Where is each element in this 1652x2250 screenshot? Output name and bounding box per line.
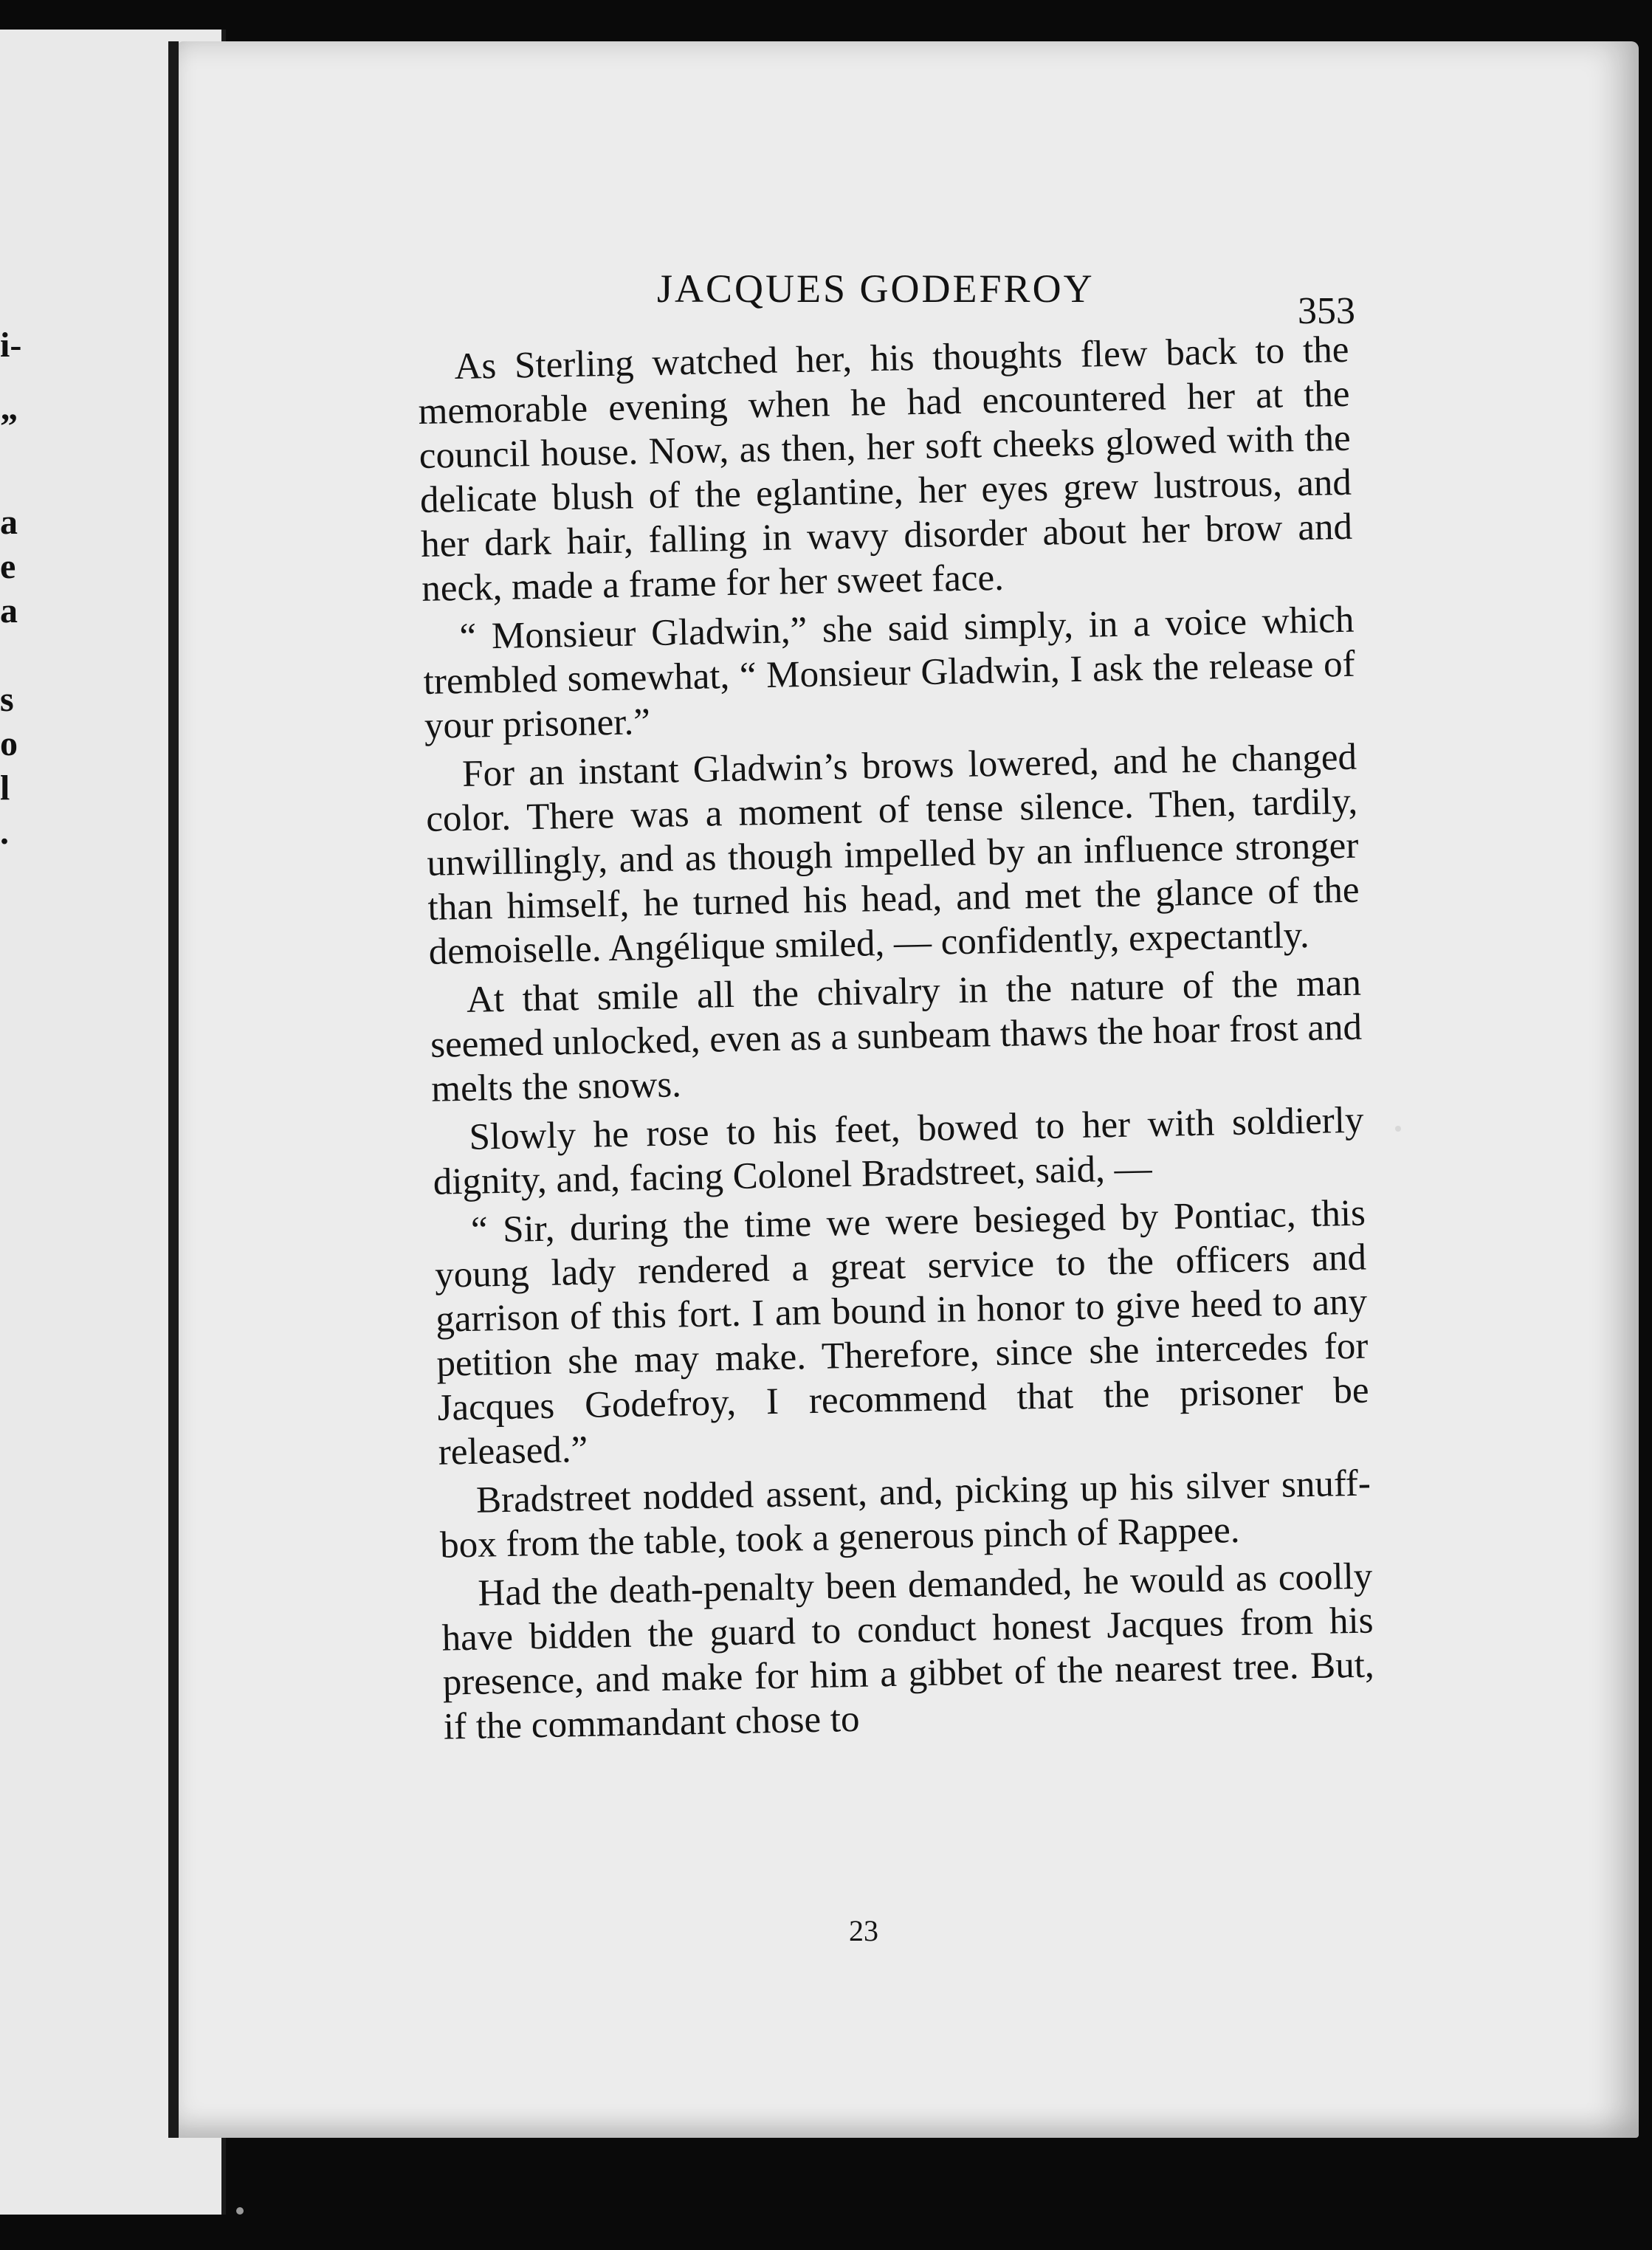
paragraph: Slowly he rose to his feet, bowed to her with soldierly dignity, and, facing Colonel Bradstreet, said, — bbox=[433, 1099, 1364, 1203]
paragraph: Had the death-penalty been demanded, he would as coolly have bidden the guard to conduct honest Jacques from his presence, and make for him a gibbet of the nearest tree. But, if the commandant chose to bbox=[441, 1555, 1375, 1748]
margin-fragment: s bbox=[0, 680, 14, 719]
body-text bbox=[417, 328, 1375, 1750]
paragraph: For an instant Gladwin’s brows lowered, and he changed color. There was a moment of tense silence. Then, tardily, unwillingly, and as though impelled by an influence stronger than himself, he turned his head, and met the glance of the demoiselle. Angélique smiled, — confidently, expectantly. bbox=[425, 736, 1360, 973]
page-number: 353 bbox=[1298, 290, 1355, 332]
margin-fragment: a bbox=[0, 591, 18, 630]
paragraph: Bradstreet nodded assent, and, picking up his silver snuff-box from the table, took a generous pinch of Rappee. bbox=[439, 1462, 1371, 1566]
paragraph: As Sterling watched her, his thoughts flew back to the memorable evening when he had encountered her at the council house. Now, as then, her soft cheeks glowed with the delicate blush of the eglantine, her eyes grew lustrous, and her dark hair, falling in wavy disorder about her brow and neck, made a frame for her sweet face. bbox=[418, 328, 1353, 610]
paragraph: “ Monsieur Gladwin,” she said simply, in a voice which trembled somewhat, “ Monsieur Gladwin, I ask the release of your prisoner.” bbox=[423, 599, 1356, 747]
paragraph: At that smile all the chivalry in the nature of the man seemed unlocked, even as a sunbeam thaws the hoar frost and melts the snows. bbox=[430, 962, 1363, 1110]
margin-fragment: . bbox=[0, 813, 9, 852]
margin-fragment: o bbox=[0, 724, 18, 763]
signature-mark: 23 bbox=[849, 1914, 878, 1947]
margin-fragment: ” bbox=[0, 407, 18, 446]
scan-speck bbox=[236, 2207, 244, 2215]
scan-speck bbox=[1395, 1126, 1401, 1132]
margin-fragment: i- bbox=[0, 326, 22, 365]
running-head: JACQUES GODEFROY bbox=[657, 266, 1095, 311]
margin-fragment: e bbox=[0, 547, 16, 586]
margin-fragment: l bbox=[0, 768, 10, 808]
paragraph: “ Sir, during the time we were besieged by Pontiac, this young lady rendered a great service to the officers and garrison of this fort. I am bound in honor to give heed to any petition she may make. Therefore, since she intercedes for Jacques Godefroy, I recommend that the prisoner be released.” bbox=[434, 1192, 1369, 1473]
margin-fragment: a bbox=[0, 503, 18, 542]
